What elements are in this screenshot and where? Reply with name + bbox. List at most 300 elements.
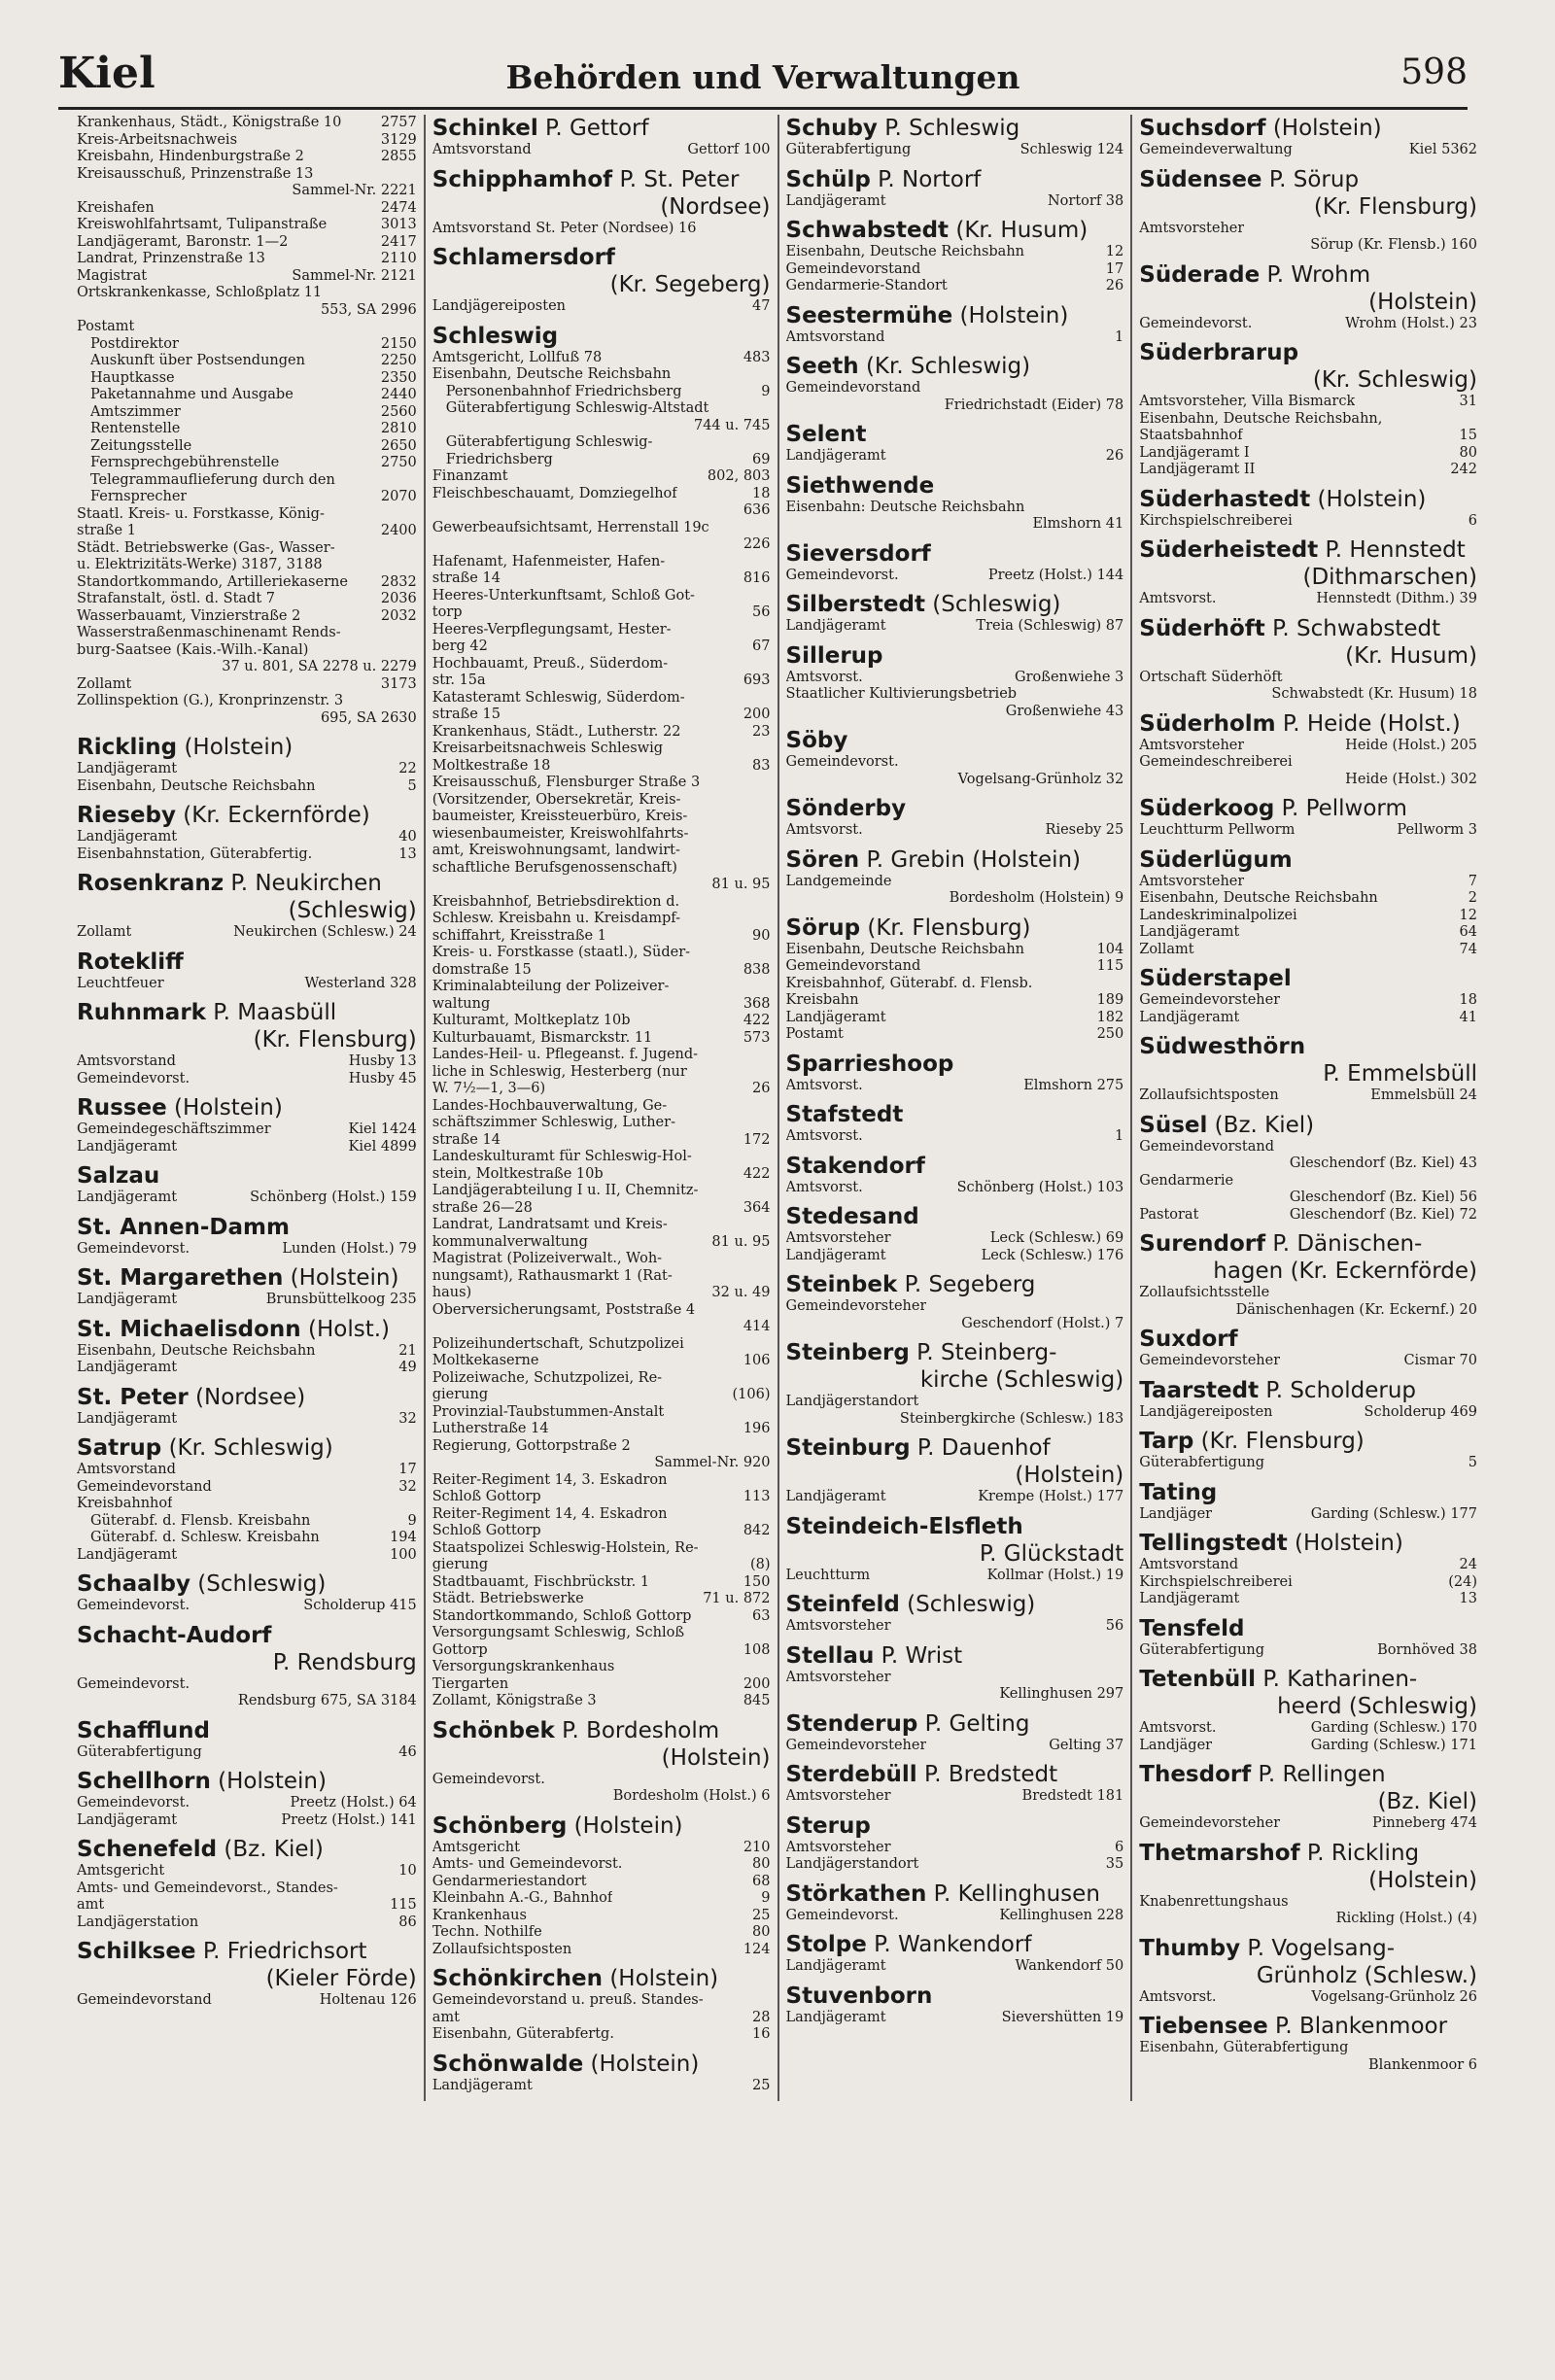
listing-line [1139, 1911, 1477, 1928]
listing-line [432, 384, 771, 401]
listing-line [786, 244, 1124, 261]
place-name: Schipphamhof [432, 166, 613, 192]
place-qualifier: P. Scholderup [1259, 1377, 1416, 1403]
place-qualifier-continued: (Kr. Segeberg) [609, 272, 771, 297]
listing-line [432, 2010, 771, 2027]
listing-line [1139, 822, 1477, 840]
listing-line [77, 540, 417, 558]
listing-label: Paketannahme und Ausgabe [90, 387, 294, 402]
listing-line [432, 894, 771, 912]
place-entry [1139, 115, 1477, 159]
section-title: Behörden und Verwaltungen [505, 58, 1020, 96]
phone-number: 200 [743, 707, 771, 722]
listing-line [77, 924, 417, 942]
phone-number: Leck (Schlesw.) 69 [989, 1230, 1124, 1246]
phone-number: 422 [743, 1165, 771, 1182]
place-entry [1139, 1761, 1477, 1833]
listing-label: Gemeindevorstand [77, 1992, 212, 2008]
listing-line [786, 380, 1124, 397]
phone-number: 364 [743, 1199, 771, 1216]
directory-column [424, 115, 778, 2101]
phone-number: 3129 [380, 131, 417, 148]
place-entry [1139, 1230, 1477, 1319]
phone-number: 67 [752, 638, 771, 654]
listing-line [77, 387, 417, 404]
phone-number: 80 [1459, 444, 1477, 461]
listing-label: Gemeindevorsteher [1139, 992, 1281, 1008]
place-qualifier-continued: (Dithmarschen) [1302, 565, 1477, 590]
place-entry [1139, 536, 1477, 608]
place-name: Schönberg [432, 1812, 568, 1839]
place-entry [786, 166, 1124, 211]
listing-line [77, 761, 417, 778]
phone-number: Bordesholm (Holst.) 6 [612, 1788, 771, 1804]
place-entry [77, 1622, 417, 1710]
listing-label: Zollamt [77, 675, 132, 692]
listing-label: Landeskriminalpolizei [1139, 907, 1297, 923]
place-entry [77, 1570, 417, 1615]
listing-label: wiesenbaumeister, Kreiswohlfahrts- [432, 825, 689, 842]
phone-number: 28 [752, 2009, 771, 2025]
listing-line [77, 132, 417, 150]
place-name: Rieseby [77, 803, 176, 828]
listing-line [77, 574, 417, 592]
phone-number: 80 [752, 1856, 771, 1872]
phone-number: 41 [1459, 1009, 1477, 1025]
listing-line [77, 336, 417, 354]
place-qualifier: P. Blankenmoor [1267, 2014, 1448, 2039]
phone-number: Nortorf 38 [1047, 192, 1124, 209]
phone-number: 35 [1105, 1856, 1124, 1872]
place-entry [786, 591, 1124, 636]
listing-label: Kulturbauamt, Bismarckstr. 11 [432, 1029, 653, 1046]
listing-label: straße 15 [432, 707, 501, 722]
listing-line [432, 1319, 771, 1336]
place-name: Stafstedt [785, 1102, 904, 1127]
place-entry [786, 217, 1124, 295]
listing-line [786, 670, 1124, 687]
listing-label: Staatsbahnhof [1139, 428, 1243, 443]
place-entry [786, 1434, 1124, 1506]
phone-number: 2757 [380, 115, 417, 130]
place-heading [1139, 1326, 1477, 1353]
listing-label: Amtsvorstand [77, 1462, 176, 1477]
listing-line [77, 1598, 417, 1615]
listing-line [77, 1496, 417, 1513]
place-name: Schilksee [77, 1939, 196, 1964]
place-qualifier-continued: (Holstein) [1015, 1463, 1124, 1488]
listing-label: Landjägeramt [785, 1489, 886, 1504]
listing-label: straße 26—28 [432, 1199, 533, 1216]
place-name: Sterup [785, 1812, 871, 1839]
phone-number: 802, 803 [707, 468, 771, 484]
listing-label: gierung [432, 1557, 489, 1572]
page-header [58, 49, 1468, 110]
listing-line [77, 183, 417, 200]
phone-number: 10 [398, 1863, 417, 1879]
phone-number: 250 [1096, 1026, 1124, 1042]
listing-line [77, 1812, 417, 1830]
phone-number: 13 [1459, 1591, 1477, 1606]
place-qualifier: (Bz. Kiel) [217, 1837, 324, 1862]
listing-label: stein, Moltkestraße 10b [432, 1165, 604, 1182]
listing-label: Güterabfertigung [77, 1743, 202, 1760]
listing-label: Eisenbahn, Deutsche Reichsbahn [77, 777, 316, 794]
phone-number: Kellinghusen 228 [999, 1907, 1124, 1923]
listing-label: haus) [432, 1285, 472, 1300]
place-heading [786, 1339, 1124, 1366]
listing-label: Landjägereiposten [1139, 1403, 1273, 1420]
place-entry [1139, 1615, 1477, 1660]
place-qualifier: P. Schwabstedt [1264, 615, 1441, 641]
phone-number: Leck (Schlesw.) 176 [981, 1247, 1124, 1263]
place-qualifier: (Schleswig) [899, 1592, 1036, 1617]
listing-line [77, 846, 417, 864]
place-entry [77, 949, 417, 993]
phone-number: 56 [1105, 1618, 1124, 1634]
listing-line [432, 2078, 771, 2095]
listing-label: Rentenstelle [90, 421, 181, 436]
place-qualifier: (Kr. Schleswig) [161, 1435, 333, 1461]
phone-number: 2070 [380, 489, 417, 504]
place-name: Schönwalde [432, 2051, 584, 2077]
listing-line [432, 1540, 771, 1558]
place-name: Steinberg [785, 1340, 910, 1365]
place-heading [1139, 1428, 1477, 1455]
place-name: Steinbek [785, 1272, 898, 1297]
listing-label: Kirchspielschreiberei [1139, 512, 1293, 529]
place-heading [786, 642, 1124, 670]
listing-label: Landjägeramt [77, 1138, 178, 1155]
place-entry [1139, 1935, 1477, 2007]
listing-line [786, 942, 1124, 959]
phone-number: Sammel-Nr. 2221 [292, 183, 417, 198]
listing-line [1139, 1173, 1477, 1190]
listing-line [786, 1230, 1124, 1248]
listing-label: Gemeindeschreiberei [1139, 754, 1293, 770]
phone-number: Husby 13 [348, 1053, 417, 1069]
listing-line [77, 608, 417, 626]
listing-line [432, 1081, 771, 1098]
listing-label: Kreisbahn [785, 992, 859, 1008]
place-heading [1139, 795, 1477, 822]
phone-number: 422 [743, 1013, 771, 1028]
phone-number: Heide (Holst.) 302 [1345, 771, 1477, 787]
listing-line [1139, 1190, 1477, 1207]
place-heading [77, 1570, 417, 1598]
place-heading [786, 472, 1124, 500]
listing-line [786, 1788, 1124, 1806]
place-qualifier: (Kr. Eckernförde) [175, 803, 370, 828]
place-qualifier: P. Segeberg [897, 1272, 1036, 1297]
place-name: Silberstedt [785, 592, 925, 617]
place-entry [1139, 710, 1477, 789]
phone-number: Schwabstedt (Kr. Husum) 18 [1271, 686, 1477, 702]
place-entry [77, 1214, 417, 1259]
listing-line [1139, 874, 1477, 891]
place-heading [1139, 1033, 1477, 1060]
place-name: Süsel [1139, 1112, 1208, 1138]
listing-line [786, 1908, 1124, 1925]
listing-label: Tiergarten [432, 1675, 509, 1692]
listing-line [786, 1026, 1124, 1044]
listing-line [432, 1557, 771, 1574]
listing-label: Kreisbahnhof, Betriebsdirektion d. [432, 893, 680, 910]
listing-line [432, 1030, 771, 1048]
listing-line [432, 775, 771, 792]
phone-number: 115 [390, 1897, 417, 1913]
phone-number: Elmshorn 275 [1023, 1077, 1124, 1093]
listing-line [432, 1608, 771, 1626]
listing-line [432, 452, 771, 469]
listing-line [786, 1411, 1124, 1429]
phone-number: 25 [752, 2077, 771, 2093]
listing-label: burg-Saatsee (Kais.-Wilh.-Kanal) [77, 641, 309, 658]
listing-line [1139, 942, 1477, 959]
place-name: Siethwende [785, 472, 935, 499]
listing-label: Landjägeramt [785, 1247, 886, 1263]
phone-number: 842 [743, 1523, 771, 1538]
phone-number: 16 [752, 2026, 771, 2042]
listing-line [786, 976, 1124, 993]
place-heading [432, 1812, 771, 1840]
place-entry [77, 802, 417, 863]
listing-label: Gendarmerie [1139, 1172, 1234, 1189]
listing-line [432, 1183, 771, 1200]
place-qualifier: P. Kellinghusen [926, 1880, 1100, 1907]
listing-line [432, 707, 771, 724]
listing-label: Landjäger [1139, 1505, 1213, 1522]
listing-line [432, 1285, 771, 1302]
place-qualifier: (Holstein) [166, 1095, 283, 1121]
phone-number: Schleswig 124 [1019, 142, 1124, 157]
listing-line [1139, 670, 1477, 687]
listing-label: Landjägerstandort [785, 1856, 919, 1872]
listing-label: Amtsvorstand St. Peter (Nordsee) 16 [432, 220, 697, 236]
listing-label: Gemeindevorstand [1139, 1138, 1274, 1155]
listing-label: Kreisbahnhof, Güterabf. d. Flensb. [785, 975, 1033, 991]
place-heading [1139, 1530, 1477, 1557]
place-name: Süderholm [1139, 710, 1276, 737]
listing-line [786, 1958, 1124, 1976]
listing-label: Landjägeramt [1139, 924, 1240, 940]
listing-label: Zollinspektion (G.), Kronprinzenstr. 3 [77, 693, 344, 708]
listing-line [1139, 221, 1477, 238]
listing-line [77, 1053, 417, 1071]
place-entry [77, 1836, 417, 1931]
place-qualifier: P. Hennstedt [1318, 537, 1466, 563]
listing-line [432, 298, 771, 316]
phone-number: Schönberg (Holst.) 103 [956, 1179, 1124, 1195]
listing-label: Eisenbahn, Deutsche Reichsbahn [77, 1342, 316, 1359]
place-name: Süderhastedt [1139, 486, 1311, 512]
listing-line [786, 1128, 1124, 1146]
directory-columns [70, 115, 1484, 2101]
listing-label: Gemeindevorst. [1139, 315, 1253, 331]
place-name: Steinburg [785, 1435, 911, 1461]
listing-line [77, 319, 417, 336]
place-entry [786, 421, 1124, 466]
listing-label: Provinzial-Taubstummen-Anstalt [432, 1403, 665, 1420]
place-name: Tetenbüll [1139, 1667, 1257, 1692]
place-heading [1139, 1615, 1477, 1642]
listing-line [432, 945, 771, 962]
phone-number: Gleschendorf (Bz. Kiel) 43 [1289, 1156, 1477, 1171]
phone-number: 5 [407, 777, 417, 794]
listing-label: Amtsvorstand [1139, 1557, 1239, 1572]
phone-number: 1 [1115, 328, 1124, 345]
place-heading [1139, 710, 1477, 738]
listing-line [432, 1992, 771, 2010]
place-heading [77, 999, 417, 1026]
listing-label: Landjägeramt [77, 1292, 178, 1307]
place-entry [1139, 1479, 1477, 1524]
listing-label: Landjägereiposten [432, 298, 566, 314]
place-entry [786, 727, 1124, 788]
listing-label: Landjägeramt [432, 2077, 533, 2093]
place-heading [432, 115, 771, 142]
place-qualifier-continued: heerd (Schleswig) [1277, 1694, 1477, 1719]
listing-line [1139, 1815, 1477, 1833]
place-heading [786, 540, 1124, 568]
place-entry [1139, 261, 1477, 333]
phone-number: 80 [752, 1924, 771, 1940]
listing-label: Landjägeramt [77, 1410, 178, 1427]
phone-number: 32 [398, 1410, 417, 1427]
listing-label: Gemeindevorst. [432, 1771, 545, 1787]
listing-label: Wasserstraßenmaschinenamt Rends- [77, 625, 341, 640]
listing-line [432, 604, 771, 622]
place-name: Sterdebüll [785, 1762, 917, 1787]
place-entry [786, 1983, 1124, 2027]
listing-label: straße 14 [432, 1131, 501, 1148]
place-entry [786, 846, 1124, 908]
listing-label: Amtsvorsteher [785, 1839, 891, 1855]
listing-label: Landeskulturamt für Schleswig-Hol- [432, 1149, 692, 1164]
listing-label: Güterabf. d. Flensb. Kreisbahn [90, 1512, 311, 1529]
phone-number: Dänischenhagen (Kr. Eckernf.) 20 [1235, 1301, 1477, 1318]
phone-number: 56 [752, 604, 771, 620]
phone-number: (24) [1448, 1573, 1477, 1590]
listing-line [432, 638, 771, 656]
place-heading [1139, 615, 1477, 642]
phone-number: Pinneberg 474 [1371, 1815, 1477, 1831]
place-qualifier: P. Dauenhof [910, 1435, 1051, 1461]
place-qualifier: (Kr. Schleswig) [858, 354, 1031, 379]
listing-line [786, 2010, 1124, 2027]
place-entry [77, 870, 417, 942]
place-qualifier: P. Grebin (Holstein) [859, 846, 1082, 873]
place-heading [77, 1384, 417, 1411]
listing-line [786, 329, 1124, 347]
phone-number: 2250 [380, 353, 417, 368]
place-heading [786, 1153, 1124, 1180]
place-entry [77, 115, 417, 727]
listing-label: Amtsvorstand [432, 142, 532, 157]
place-qualifier-continued: (Nordsee) [660, 193, 771, 220]
phone-number: 32 [398, 1478, 417, 1495]
listing-line [77, 285, 417, 302]
listing-label: (Vorsitzender, Obersekretär, Kreis- [432, 791, 681, 808]
listing-line [432, 1874, 771, 1891]
place-name: Rotekliff [77, 949, 184, 975]
place-entry [1139, 1840, 1477, 1928]
place-heading [786, 1880, 1124, 1908]
listing-label: Amtsvorsteher [785, 1230, 891, 1246]
listing-label: Amtsvorsteher, Villa Bismarck [1139, 394, 1356, 409]
place-name: Stedesand [785, 1204, 919, 1229]
listing-line [77, 778, 417, 796]
place-heading [77, 949, 417, 976]
listing-label: Ortskrankenkasse, Schloßplatz 11 [77, 285, 323, 300]
place-entry [1139, 486, 1477, 531]
place-heading [786, 1101, 1124, 1128]
listing-label: Gemeindevorstand [77, 1478, 212, 1495]
place-heading [77, 1162, 417, 1190]
place-qualifier: P. Dänischen- [1265, 1231, 1423, 1257]
listing-label: Eisenbahn, Deutsche Reichsbahn [785, 244, 1025, 259]
listing-line [1139, 1894, 1477, 1912]
listing-line [786, 1489, 1124, 1506]
place-name: Schönkirchen [432, 1966, 604, 1991]
place-qualifier: (Holstein) [1310, 486, 1427, 512]
phone-number: Kellinghusen 297 [999, 1686, 1124, 1702]
listing-line [432, 434, 771, 452]
place-entry [786, 1271, 1124, 1332]
phone-number: Garding (Schlesw.) 170 [1310, 1720, 1477, 1736]
place-entry [432, 244, 771, 316]
listing-label: waltung [432, 995, 491, 1012]
listing-line [786, 772, 1124, 789]
phone-number: 124 [743, 1941, 771, 1957]
listing-line [432, 554, 771, 571]
place-heading [1139, 486, 1477, 513]
place-entry [786, 115, 1124, 159]
place-heading [786, 1812, 1124, 1840]
listing-line [77, 523, 417, 540]
listing-line [432, 221, 771, 238]
listing-line [1139, 1139, 1477, 1156]
listing-line [1139, 1989, 1477, 2007]
listing-label: Gemeindevorst. [77, 1240, 190, 1257]
listing-line [432, 877, 771, 894]
place-heading [77, 1094, 417, 1121]
listing-label: straße 14 [432, 570, 501, 586]
phone-number: 90 [752, 927, 771, 944]
listing-line [77, 506, 417, 524]
place-heading [77, 870, 417, 897]
place-heading [786, 1513, 1124, 1540]
listing-label: schäftszimmer Schleswig, Luther- [432, 1115, 675, 1130]
phone-number: Scholderup 469 [1364, 1403, 1477, 1420]
listing-line [77, 370, 417, 388]
listing-line [1139, 462, 1477, 479]
place-entry [432, 1812, 771, 1959]
phone-number: 31 [1459, 394, 1477, 409]
listing-label: Landjägeramt [785, 1009, 886, 1025]
phone-number: 49 [398, 1360, 417, 1375]
place-heading [786, 1761, 1124, 1788]
listing-line [432, 1013, 771, 1030]
listing-label: Amtsgericht [77, 1863, 165, 1879]
listing-line [1139, 428, 1477, 445]
place-qualifier: P. Gelting [917, 1710, 1030, 1737]
place-qualifier: P. Katharinen- [1256, 1667, 1418, 1692]
place-entry [77, 999, 417, 1087]
listing-line [786, 1618, 1124, 1636]
listing-line [432, 486, 771, 503]
place-name: Rosenkranz [77, 871, 225, 896]
